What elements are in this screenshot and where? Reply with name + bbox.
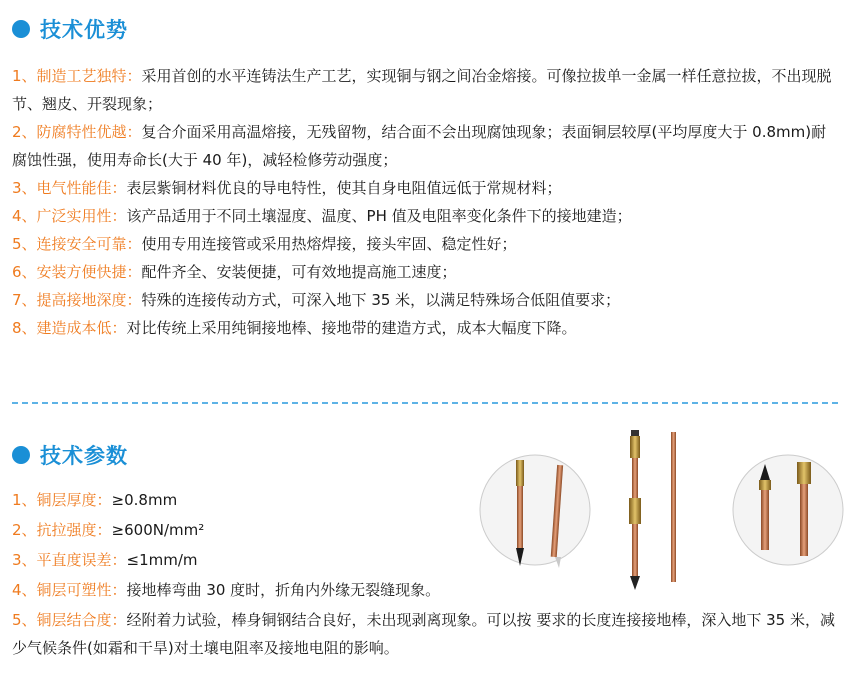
list-item: 2、防腐特性优越：复合介面采用高温熔接，无残留物，结合面不会出现腐蚀现象；表面铜层较厚(平均厚度大于 0.8mm)耐腐蚀性强，使用寿命长(大于 40 年)，减轻检修劳动强度； [12, 123, 827, 169]
rod-assembly [629, 430, 676, 590]
list-item: 3、平直度误差：≤1mm/m [12, 551, 198, 569]
bullet-dot-icon [12, 446, 30, 464]
list-item: 1、制造工艺独特：采用首创的水平连铸法生产工艺，实现铜与钢之间冶金熔接。可像拉拔单一金属一样任意拉拔，不出现脱节、翘皮、开裂现象； [12, 67, 832, 113]
list-item: 5、连接安全可靠：使用专用连接管或采用热熔焊接，接头牢固、稳定性好； [12, 235, 517, 253]
parameters-title: 技术参数 [40, 444, 128, 468]
ground-rod-illustration [470, 420, 850, 595]
parameters-heading [12, 440, 128, 470]
list-item: 4、广泛实用性：该产品适用于不同土壤湿度、温度、PH 值及电阻率变化条件下的接地建造； [12, 207, 632, 225]
bullet-dot-icon [12, 20, 30, 38]
section-divider [12, 402, 838, 404]
list-item: 6、安装方便快捷：配件齐全、安装便捷，可有效地提高施工速度； [12, 263, 457, 281]
list-item: 4、铜层可塑性：接地棒弯曲 30 度时，折角内外缘无裂缝现象。 [12, 581, 441, 599]
rod-spike-closeup [480, 455, 590, 568]
list-item: 2、抗拉强度：≥600N/mm² [12, 521, 205, 539]
list-item: 5、铜层结合度：经附着力试验，棒身铜钢结合良好，未出现剥离现象。可以按 要求的长度连接接地棒，深入地下 35 米，减少气候条件(如霜和干旱)对土壤电阻率及接地电阻的影响。 [12, 611, 835, 657]
list-item: 7、提高接地深度：特殊的连接传动方式，可深入地下 35 米，以满足特殊场合低阻值要求； [12, 291, 621, 309]
rod-tip-closeup [733, 455, 843, 565]
list-item: 1、铜层厚度：≥0.8mm [12, 491, 178, 509]
advantages-heading [12, 14, 128, 44]
advantages-list [12, 62, 838, 342]
list-item: 3、电气性能佳：表层紫铜材料优良的导电特性，使其自身电阻值远低于常规材料； [12, 179, 562, 197]
advantages-title: 技术优势 [40, 18, 128, 42]
list-item: 8、建造成本低：对比传统上采用纯铜接地棒、接地带的建造方式，成本大幅度下降。 [12, 319, 577, 337]
